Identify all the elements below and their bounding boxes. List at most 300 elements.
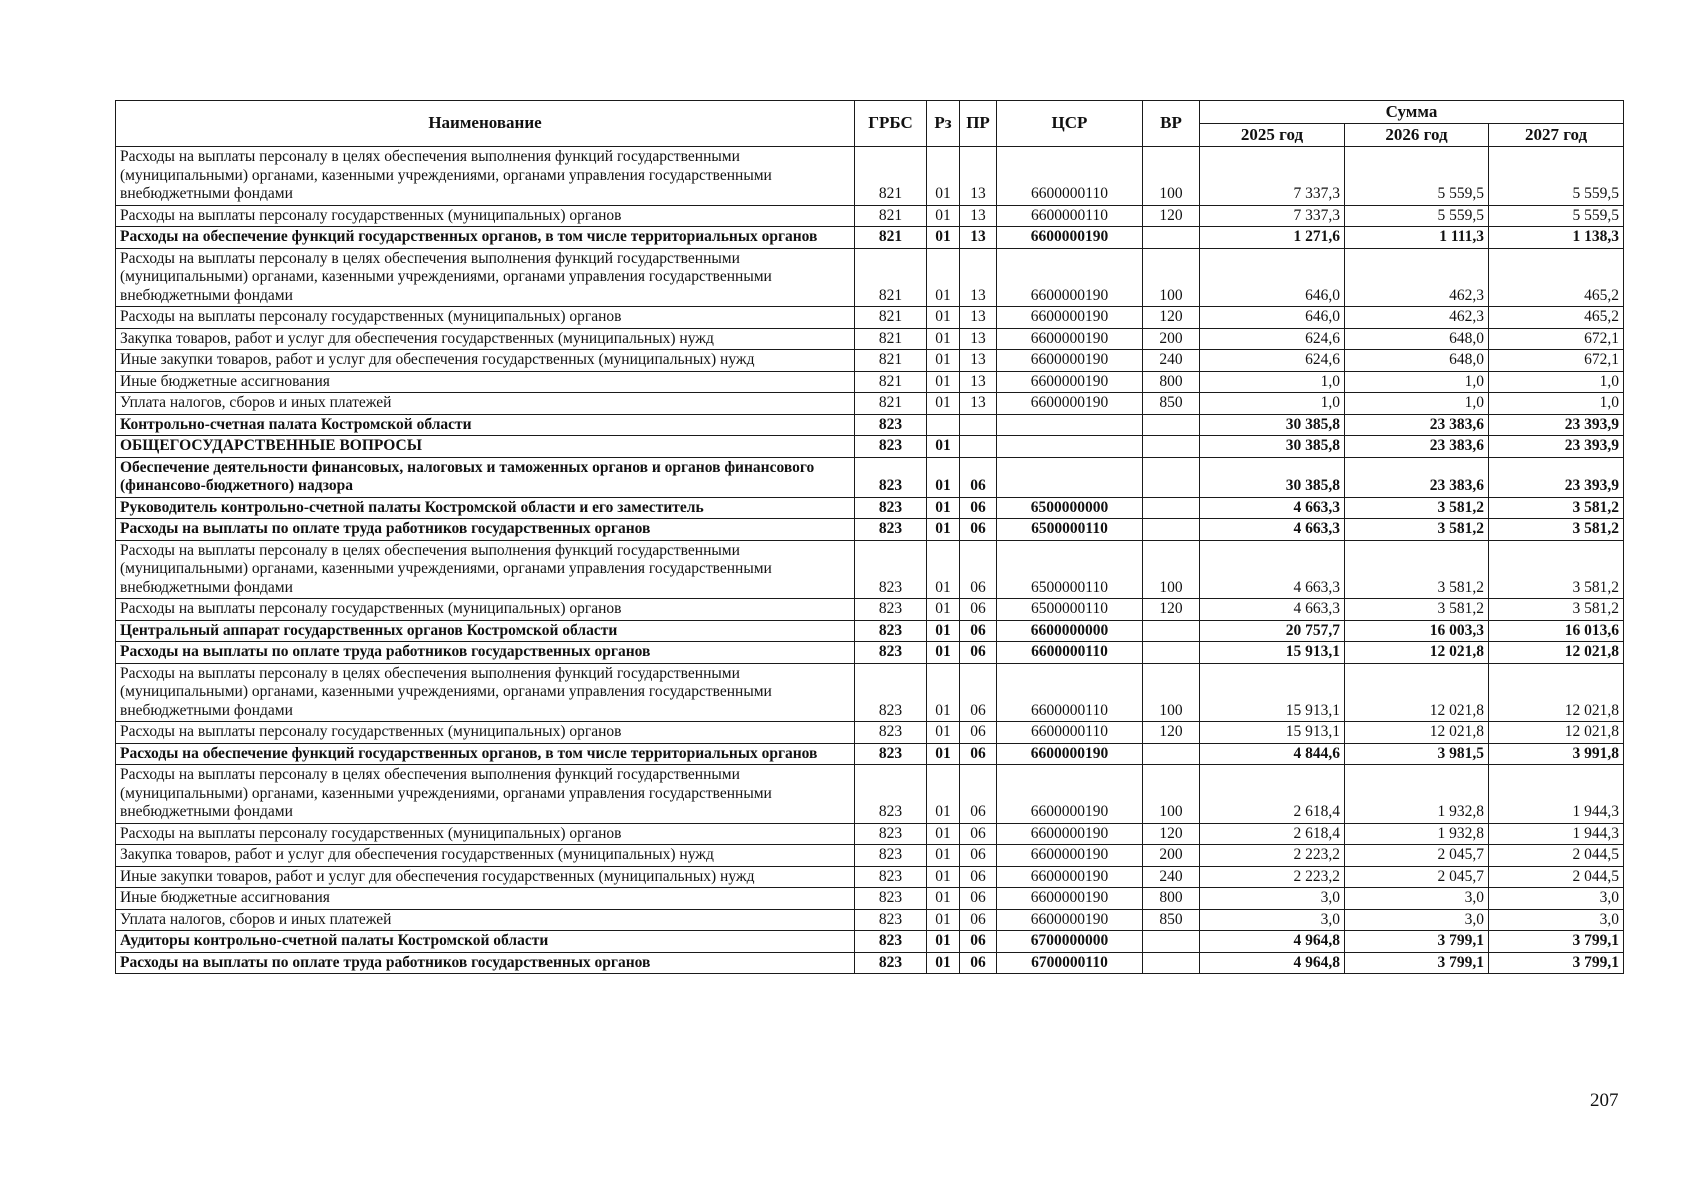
row-sum-2027: 1,0 bbox=[1489, 393, 1624, 415]
row-name: Центральный аппарат государственных органов Костромской области bbox=[116, 620, 855, 642]
header-sum: Сумма bbox=[1200, 101, 1624, 124]
row-name: Расходы на выплаты персоналу государственных (муниципальных) органов bbox=[116, 823, 855, 845]
row-rz: 01 bbox=[927, 599, 960, 621]
row-grbs: 821 bbox=[855, 205, 927, 227]
row-csr: 6700000110 bbox=[997, 952, 1143, 974]
row-sum-2025: 15 913,1 bbox=[1200, 663, 1345, 722]
row-rz: 01 bbox=[927, 722, 960, 744]
table-body bbox=[116, 147, 1624, 974]
row-name: Расходы на выплаты персоналу в целях обеспечения выполнения функций государственными (муниципальными) органами, казенными учреждениями, органами управления государственными внебюджетными фондами bbox=[116, 765, 855, 824]
row-sum-2026: 23 383,6 bbox=[1345, 436, 1489, 458]
row-sum-2025: 2 618,4 bbox=[1200, 823, 1345, 845]
row-grbs: 823 bbox=[855, 663, 927, 722]
row-pr: 06 bbox=[960, 722, 997, 744]
row-sum-2026: 462,3 bbox=[1345, 307, 1489, 329]
row-vr bbox=[1143, 519, 1200, 541]
row-sum-2026: 1 932,8 bbox=[1345, 823, 1489, 845]
row-csr: 6500000110 bbox=[997, 540, 1143, 599]
row-sum-2027: 16 013,6 bbox=[1489, 620, 1624, 642]
row-csr: 6600000190 bbox=[997, 227, 1143, 249]
row-vr: 120 bbox=[1143, 722, 1200, 744]
table-row bbox=[116, 620, 1624, 642]
budget-page bbox=[115, 100, 1623, 974]
row-rz: 01 bbox=[927, 952, 960, 974]
row-sum-2026: 1 932,8 bbox=[1345, 765, 1489, 824]
row-pr: 06 bbox=[960, 620, 997, 642]
table-row bbox=[116, 393, 1624, 415]
row-rz: 01 bbox=[927, 205, 960, 227]
header-name: Наименование bbox=[116, 101, 855, 147]
row-rz: 01 bbox=[927, 823, 960, 845]
row-sum-2027: 3 799,1 bbox=[1489, 931, 1624, 953]
header-year-2027: 2027 год bbox=[1489, 124, 1624, 147]
row-vr: 850 bbox=[1143, 393, 1200, 415]
row-grbs: 823 bbox=[855, 743, 927, 765]
row-pr: 13 bbox=[960, 307, 997, 329]
row-pr: 06 bbox=[960, 663, 997, 722]
row-grbs: 823 bbox=[855, 457, 927, 497]
row-sum-2025: 4 663,3 bbox=[1200, 497, 1345, 519]
row-sum-2025: 1,0 bbox=[1200, 393, 1345, 415]
row-name: Расходы на выплаты персоналу в целях обеспечения выполнения функций государственными (муниципальными) органами, казенными учреждениями, органами управления государственными внебюджетными фондами bbox=[116, 540, 855, 599]
row-grbs: 823 bbox=[855, 599, 927, 621]
row-rz: 01 bbox=[927, 888, 960, 910]
row-name: ОБЩЕГОСУДАРСТВЕННЫЕ ВОПРОСЫ bbox=[116, 436, 855, 458]
row-sum-2026: 2 045,7 bbox=[1345, 866, 1489, 888]
row-sum-2026: 648,0 bbox=[1345, 350, 1489, 372]
row-csr: 6500000000 bbox=[997, 497, 1143, 519]
row-vr bbox=[1143, 642, 1200, 664]
row-pr: 06 bbox=[960, 457, 997, 497]
row-rz: 01 bbox=[927, 620, 960, 642]
row-sum-2025: 646,0 bbox=[1200, 248, 1345, 307]
row-vr: 240 bbox=[1143, 350, 1200, 372]
row-pr: 06 bbox=[960, 845, 997, 867]
row-grbs: 823 bbox=[855, 642, 927, 664]
row-vr: 800 bbox=[1143, 888, 1200, 910]
row-sum-2027: 3,0 bbox=[1489, 888, 1624, 910]
row-sum-2027: 465,2 bbox=[1489, 307, 1624, 329]
row-rz: 01 bbox=[927, 371, 960, 393]
table-row bbox=[116, 371, 1624, 393]
table-row bbox=[116, 497, 1624, 519]
row-pr: 06 bbox=[960, 540, 997, 599]
row-grbs: 821 bbox=[855, 350, 927, 372]
row-sum-2026: 3 981,5 bbox=[1345, 743, 1489, 765]
row-name: Иные бюджетные ассигнования bbox=[116, 888, 855, 910]
row-sum-2026: 648,0 bbox=[1345, 328, 1489, 350]
row-sum-2025: 1,0 bbox=[1200, 371, 1345, 393]
row-grbs: 823 bbox=[855, 519, 927, 541]
table-row bbox=[116, 350, 1624, 372]
row-sum-2027: 3 799,1 bbox=[1489, 952, 1624, 974]
row-sum-2026: 3 581,2 bbox=[1345, 497, 1489, 519]
row-sum-2027: 3 581,2 bbox=[1489, 497, 1624, 519]
row-name: Расходы на выплаты по оплате труда работников государственных органов bbox=[116, 642, 855, 664]
row-csr: 6600000190 bbox=[997, 248, 1143, 307]
row-rz: 01 bbox=[927, 436, 960, 458]
row-grbs: 821 bbox=[855, 147, 927, 206]
row-grbs: 821 bbox=[855, 307, 927, 329]
row-csr: 6600000190 bbox=[997, 909, 1143, 931]
row-sum-2027: 1,0 bbox=[1489, 371, 1624, 393]
row-pr: 06 bbox=[960, 642, 997, 664]
row-sum-2027: 2 044,5 bbox=[1489, 866, 1624, 888]
row-rz: 01 bbox=[927, 307, 960, 329]
row-name: Контрольно-счетная палата Костромской области bbox=[116, 414, 855, 436]
row-csr: 6600000110 bbox=[997, 663, 1143, 722]
row-rz: 01 bbox=[927, 393, 960, 415]
row-sum-2026: 3 799,1 bbox=[1345, 952, 1489, 974]
row-vr: 120 bbox=[1143, 599, 1200, 621]
row-pr bbox=[960, 436, 997, 458]
row-rz: 01 bbox=[927, 227, 960, 249]
table-row bbox=[116, 952, 1624, 974]
row-csr: 6700000000 bbox=[997, 931, 1143, 953]
row-sum-2027: 23 393,9 bbox=[1489, 436, 1624, 458]
table-row bbox=[116, 845, 1624, 867]
table-row bbox=[116, 307, 1624, 329]
row-pr: 06 bbox=[960, 497, 997, 519]
row-sum-2025: 4 663,3 bbox=[1200, 540, 1345, 599]
row-sum-2026: 12 021,8 bbox=[1345, 642, 1489, 664]
row-vr: 240 bbox=[1143, 866, 1200, 888]
row-name: Расходы на обеспечение функций государственных органов, в том числе территориальных органов bbox=[116, 227, 855, 249]
row-vr: 120 bbox=[1143, 307, 1200, 329]
row-name: Иные закупки товаров, работ и услуг для обеспечения государственных (муниципальных) нужд bbox=[116, 866, 855, 888]
row-csr: 6500000110 bbox=[997, 599, 1143, 621]
row-sum-2025: 7 337,3 bbox=[1200, 205, 1345, 227]
table-row bbox=[116, 227, 1624, 249]
row-grbs: 823 bbox=[855, 888, 927, 910]
table-row bbox=[116, 248, 1624, 307]
row-sum-2026: 2 045,7 bbox=[1345, 845, 1489, 867]
row-pr: 06 bbox=[960, 952, 997, 974]
table-row bbox=[116, 931, 1624, 953]
row-name: Расходы на выплаты персоналу в целях обеспечения выполнения функций государственными (муниципальными) органами, казенными учреждениями, органами управления государственными внебюджетными фондами bbox=[116, 663, 855, 722]
row-vr bbox=[1143, 952, 1200, 974]
row-sum-2027: 3,0 bbox=[1489, 909, 1624, 931]
row-rz: 01 bbox=[927, 743, 960, 765]
row-sum-2027: 672,1 bbox=[1489, 328, 1624, 350]
row-name: Обеспечение деятельности финансовых, налоговых и таможенных органов и органов финансового (финансово-бюджетного) надзора bbox=[116, 457, 855, 497]
table-row bbox=[116, 205, 1624, 227]
row-vr: 200 bbox=[1143, 845, 1200, 867]
row-grbs: 821 bbox=[855, 227, 927, 249]
row-vr bbox=[1143, 457, 1200, 497]
row-csr bbox=[997, 414, 1143, 436]
row-grbs: 823 bbox=[855, 866, 927, 888]
row-sum-2026: 3 581,2 bbox=[1345, 519, 1489, 541]
row-csr: 6600000190 bbox=[997, 371, 1143, 393]
row-grbs: 823 bbox=[855, 931, 927, 953]
row-sum-2026: 12 021,8 bbox=[1345, 722, 1489, 744]
row-vr: 850 bbox=[1143, 909, 1200, 931]
row-rz: 01 bbox=[927, 497, 960, 519]
row-sum-2027: 1 944,3 bbox=[1489, 823, 1624, 845]
row-vr: 120 bbox=[1143, 205, 1200, 227]
row-rz: 01 bbox=[927, 457, 960, 497]
row-grbs: 823 bbox=[855, 414, 927, 436]
row-csr: 6600000190 bbox=[997, 328, 1143, 350]
row-sum-2025: 4 663,3 bbox=[1200, 519, 1345, 541]
row-csr: 6600000190 bbox=[997, 307, 1143, 329]
row-name: Расходы на выплаты персоналу государственных (муниципальных) органов bbox=[116, 599, 855, 621]
row-vr: 100 bbox=[1143, 147, 1200, 206]
table-row bbox=[116, 722, 1624, 744]
table-row bbox=[116, 457, 1624, 497]
row-sum-2027: 5 559,5 bbox=[1489, 147, 1624, 206]
row-rz: 01 bbox=[927, 248, 960, 307]
header-year-2025: 2025 год bbox=[1200, 124, 1345, 147]
row-sum-2025: 4 964,8 bbox=[1200, 931, 1345, 953]
row-sum-2026: 3 799,1 bbox=[1345, 931, 1489, 953]
row-name: Иные закупки товаров, работ и услуг для обеспечения государственных (муниципальных) нужд bbox=[116, 350, 855, 372]
row-sum-2025: 3,0 bbox=[1200, 909, 1345, 931]
row-pr: 13 bbox=[960, 371, 997, 393]
row-rz: 01 bbox=[927, 765, 960, 824]
row-sum-2027: 3 991,8 bbox=[1489, 743, 1624, 765]
row-vr: 120 bbox=[1143, 823, 1200, 845]
row-sum-2027: 12 021,8 bbox=[1489, 642, 1624, 664]
row-grbs: 823 bbox=[855, 909, 927, 931]
row-sum-2027: 672,1 bbox=[1489, 350, 1624, 372]
table-row bbox=[116, 743, 1624, 765]
row-vr bbox=[1143, 620, 1200, 642]
row-rz: 01 bbox=[927, 663, 960, 722]
table-row bbox=[116, 540, 1624, 599]
row-sum-2025: 15 913,1 bbox=[1200, 722, 1345, 744]
table-row bbox=[116, 519, 1624, 541]
row-name: Аудиторы контрольно-счетной палаты Костромской области bbox=[116, 931, 855, 953]
row-csr bbox=[997, 436, 1143, 458]
row-sum-2025: 7 337,3 bbox=[1200, 147, 1345, 206]
row-name: Расходы на выплаты персоналу в целях обеспечения выполнения функций государственными (муниципальными) органами, казенными учреждениями, органами управления государственными внебюджетными фондами bbox=[116, 147, 855, 206]
row-csr: 6600000110 bbox=[997, 205, 1143, 227]
row-sum-2025: 30 385,8 bbox=[1200, 414, 1345, 436]
row-rz: 01 bbox=[927, 931, 960, 953]
row-sum-2025: 2 618,4 bbox=[1200, 765, 1345, 824]
row-sum-2025: 20 757,7 bbox=[1200, 620, 1345, 642]
row-csr: 6500000110 bbox=[997, 519, 1143, 541]
row-sum-2026: 1,0 bbox=[1345, 371, 1489, 393]
row-name: Иные бюджетные ассигнования bbox=[116, 371, 855, 393]
row-sum-2025: 4 964,8 bbox=[1200, 952, 1345, 974]
table-row bbox=[116, 823, 1624, 845]
row-name: Расходы на обеспечение функций государственных органов, в том числе территориальных органов bbox=[116, 743, 855, 765]
row-rz: 01 bbox=[927, 540, 960, 599]
row-pr: 13 bbox=[960, 205, 997, 227]
row-name: Руководитель контрольно-счетной палаты Костромской области и его заместитель bbox=[116, 497, 855, 519]
row-grbs: 823 bbox=[855, 540, 927, 599]
row-grbs: 823 bbox=[855, 620, 927, 642]
row-csr: 6600000190 bbox=[997, 350, 1143, 372]
row-name: Уплата налогов, сборов и иных платежей bbox=[116, 909, 855, 931]
table-row bbox=[116, 765, 1624, 824]
row-grbs: 823 bbox=[855, 497, 927, 519]
row-vr: 200 bbox=[1143, 328, 1200, 350]
row-rz: 01 bbox=[927, 147, 960, 206]
table-row bbox=[116, 414, 1624, 436]
row-grbs: 821 bbox=[855, 328, 927, 350]
row-sum-2026: 1 111,3 bbox=[1345, 227, 1489, 249]
row-csr: 6600000110 bbox=[997, 147, 1143, 206]
row-sum-2025: 30 385,8 bbox=[1200, 457, 1345, 497]
row-sum-2026: 462,3 bbox=[1345, 248, 1489, 307]
row-pr: 06 bbox=[960, 519, 997, 541]
row-pr: 06 bbox=[960, 743, 997, 765]
row-sum-2026: 5 559,5 bbox=[1345, 205, 1489, 227]
row-grbs: 823 bbox=[855, 952, 927, 974]
row-sum-2027: 23 393,9 bbox=[1489, 414, 1624, 436]
row-rz: 01 bbox=[927, 866, 960, 888]
row-csr: 6600000190 bbox=[997, 866, 1143, 888]
row-grbs: 821 bbox=[855, 393, 927, 415]
row-csr: 6600000000 bbox=[997, 620, 1143, 642]
row-vr bbox=[1143, 743, 1200, 765]
row-sum-2027: 3 581,2 bbox=[1489, 540, 1624, 599]
row-sum-2025: 2 223,2 bbox=[1200, 845, 1345, 867]
row-sum-2025: 646,0 bbox=[1200, 307, 1345, 329]
row-csr: 6600000190 bbox=[997, 765, 1143, 824]
row-pr: 13 bbox=[960, 393, 997, 415]
row-sum-2025: 30 385,8 bbox=[1200, 436, 1345, 458]
table-row bbox=[116, 663, 1624, 722]
row-pr: 06 bbox=[960, 765, 997, 824]
row-name: Расходы на выплаты персоналу в целях обеспечения выполнения функций государственными (муниципальными) органами, казенными учреждениями, органами управления государственными внебюджетными фондами bbox=[116, 248, 855, 307]
row-pr: 06 bbox=[960, 599, 997, 621]
row-sum-2027: 2 044,5 bbox=[1489, 845, 1624, 867]
row-vr: 100 bbox=[1143, 248, 1200, 307]
row-sum-2026: 1,0 bbox=[1345, 393, 1489, 415]
row-sum-2027: 3 581,2 bbox=[1489, 599, 1624, 621]
row-csr: 6600000190 bbox=[997, 888, 1143, 910]
row-sum-2027: 1 944,3 bbox=[1489, 765, 1624, 824]
row-sum-2025: 624,6 bbox=[1200, 350, 1345, 372]
row-sum-2025: 1 271,6 bbox=[1200, 227, 1345, 249]
row-name: Расходы на выплаты персоналу государственных (муниципальных) органов bbox=[116, 205, 855, 227]
table-header bbox=[116, 101, 1624, 147]
row-grbs: 821 bbox=[855, 371, 927, 393]
row-name: Расходы на выплаты по оплате труда работников государственных органов bbox=[116, 519, 855, 541]
row-pr: 13 bbox=[960, 328, 997, 350]
row-sum-2027: 3 581,2 bbox=[1489, 519, 1624, 541]
page-number: 207 bbox=[1590, 1090, 1619, 1111]
header-pr: ПР bbox=[960, 101, 997, 147]
row-grbs: 821 bbox=[855, 248, 927, 307]
table-row bbox=[116, 909, 1624, 931]
table-row bbox=[116, 642, 1624, 664]
row-grbs: 823 bbox=[855, 845, 927, 867]
row-rz: 01 bbox=[927, 519, 960, 541]
row-grbs: 823 bbox=[855, 765, 927, 824]
row-vr bbox=[1143, 414, 1200, 436]
row-sum-2026: 3,0 bbox=[1345, 888, 1489, 910]
row-sum-2025: 4 844,6 bbox=[1200, 743, 1345, 765]
row-vr bbox=[1143, 436, 1200, 458]
row-vr: 800 bbox=[1143, 371, 1200, 393]
row-csr: 6600000190 bbox=[997, 743, 1143, 765]
row-csr: 6600000110 bbox=[997, 642, 1143, 664]
row-sum-2027: 12 021,8 bbox=[1489, 722, 1624, 744]
row-sum-2025: 2 223,2 bbox=[1200, 866, 1345, 888]
header-grbs: ГРБС bbox=[855, 101, 927, 147]
row-pr: 06 bbox=[960, 931, 997, 953]
row-sum-2026: 5 559,5 bbox=[1345, 147, 1489, 206]
row-csr bbox=[997, 457, 1143, 497]
row-name: Расходы на выплаты персоналу государственных (муниципальных) органов bbox=[116, 307, 855, 329]
row-sum-2027: 23 393,9 bbox=[1489, 457, 1624, 497]
table-row bbox=[116, 328, 1624, 350]
row-sum-2026: 12 021,8 bbox=[1345, 663, 1489, 722]
header-rz: Рз bbox=[927, 101, 960, 147]
row-vr bbox=[1143, 227, 1200, 249]
row-sum-2026: 23 383,6 bbox=[1345, 414, 1489, 436]
budget-table bbox=[115, 100, 1624, 974]
row-csr: 6600000110 bbox=[997, 722, 1143, 744]
table-row bbox=[116, 888, 1624, 910]
row-sum-2027: 465,2 bbox=[1489, 248, 1624, 307]
row-name: Закупка товаров, работ и услуг для обеспечения государственных (муниципальных) нужд bbox=[116, 845, 855, 867]
row-name: Закупка товаров, работ и услуг для обеспечения государственных (муниципальных) нужд bbox=[116, 328, 855, 350]
row-sum-2026: 3 581,2 bbox=[1345, 540, 1489, 599]
row-pr: 13 bbox=[960, 350, 997, 372]
header-csr: ЦСР bbox=[997, 101, 1143, 147]
row-sum-2027: 12 021,8 bbox=[1489, 663, 1624, 722]
row-sum-2025: 3,0 bbox=[1200, 888, 1345, 910]
row-sum-2026: 16 003,3 bbox=[1345, 620, 1489, 642]
row-sum-2026: 3,0 bbox=[1345, 909, 1489, 931]
row-name: Расходы на выплаты персоналу государственных (муниципальных) органов bbox=[116, 722, 855, 744]
row-rz: 01 bbox=[927, 328, 960, 350]
row-vr bbox=[1143, 497, 1200, 519]
row-pr: 13 bbox=[960, 227, 997, 249]
table-row bbox=[116, 147, 1624, 206]
row-rz bbox=[927, 414, 960, 436]
row-rz: 01 bbox=[927, 845, 960, 867]
row-grbs: 823 bbox=[855, 823, 927, 845]
header-year-2026: 2026 год bbox=[1345, 124, 1489, 147]
header-vr: ВР bbox=[1143, 101, 1200, 147]
row-sum-2026: 23 383,6 bbox=[1345, 457, 1489, 497]
row-name: Расходы на выплаты по оплате труда работников государственных органов bbox=[116, 952, 855, 974]
row-vr bbox=[1143, 931, 1200, 953]
row-pr: 06 bbox=[960, 866, 997, 888]
row-rz: 01 bbox=[927, 350, 960, 372]
row-vr: 100 bbox=[1143, 765, 1200, 824]
row-sum-2027: 5 559,5 bbox=[1489, 205, 1624, 227]
row-vr: 100 bbox=[1143, 540, 1200, 599]
row-sum-2025: 624,6 bbox=[1200, 328, 1345, 350]
row-pr: 06 bbox=[960, 909, 997, 931]
table-row bbox=[116, 866, 1624, 888]
row-sum-2025: 4 663,3 bbox=[1200, 599, 1345, 621]
row-pr bbox=[960, 414, 997, 436]
row-csr: 6600000190 bbox=[997, 845, 1143, 867]
row-vr: 100 bbox=[1143, 663, 1200, 722]
row-csr: 6600000190 bbox=[997, 393, 1143, 415]
row-pr: 06 bbox=[960, 888, 997, 910]
row-rz: 01 bbox=[927, 909, 960, 931]
table-row bbox=[116, 436, 1624, 458]
row-pr: 13 bbox=[960, 147, 997, 206]
row-grbs: 823 bbox=[855, 436, 927, 458]
row-csr: 6600000190 bbox=[997, 823, 1143, 845]
row-rz: 01 bbox=[927, 642, 960, 664]
row-name: Уплата налогов, сборов и иных платежей bbox=[116, 393, 855, 415]
row-sum-2026: 3 581,2 bbox=[1345, 599, 1489, 621]
row-pr: 06 bbox=[960, 823, 997, 845]
